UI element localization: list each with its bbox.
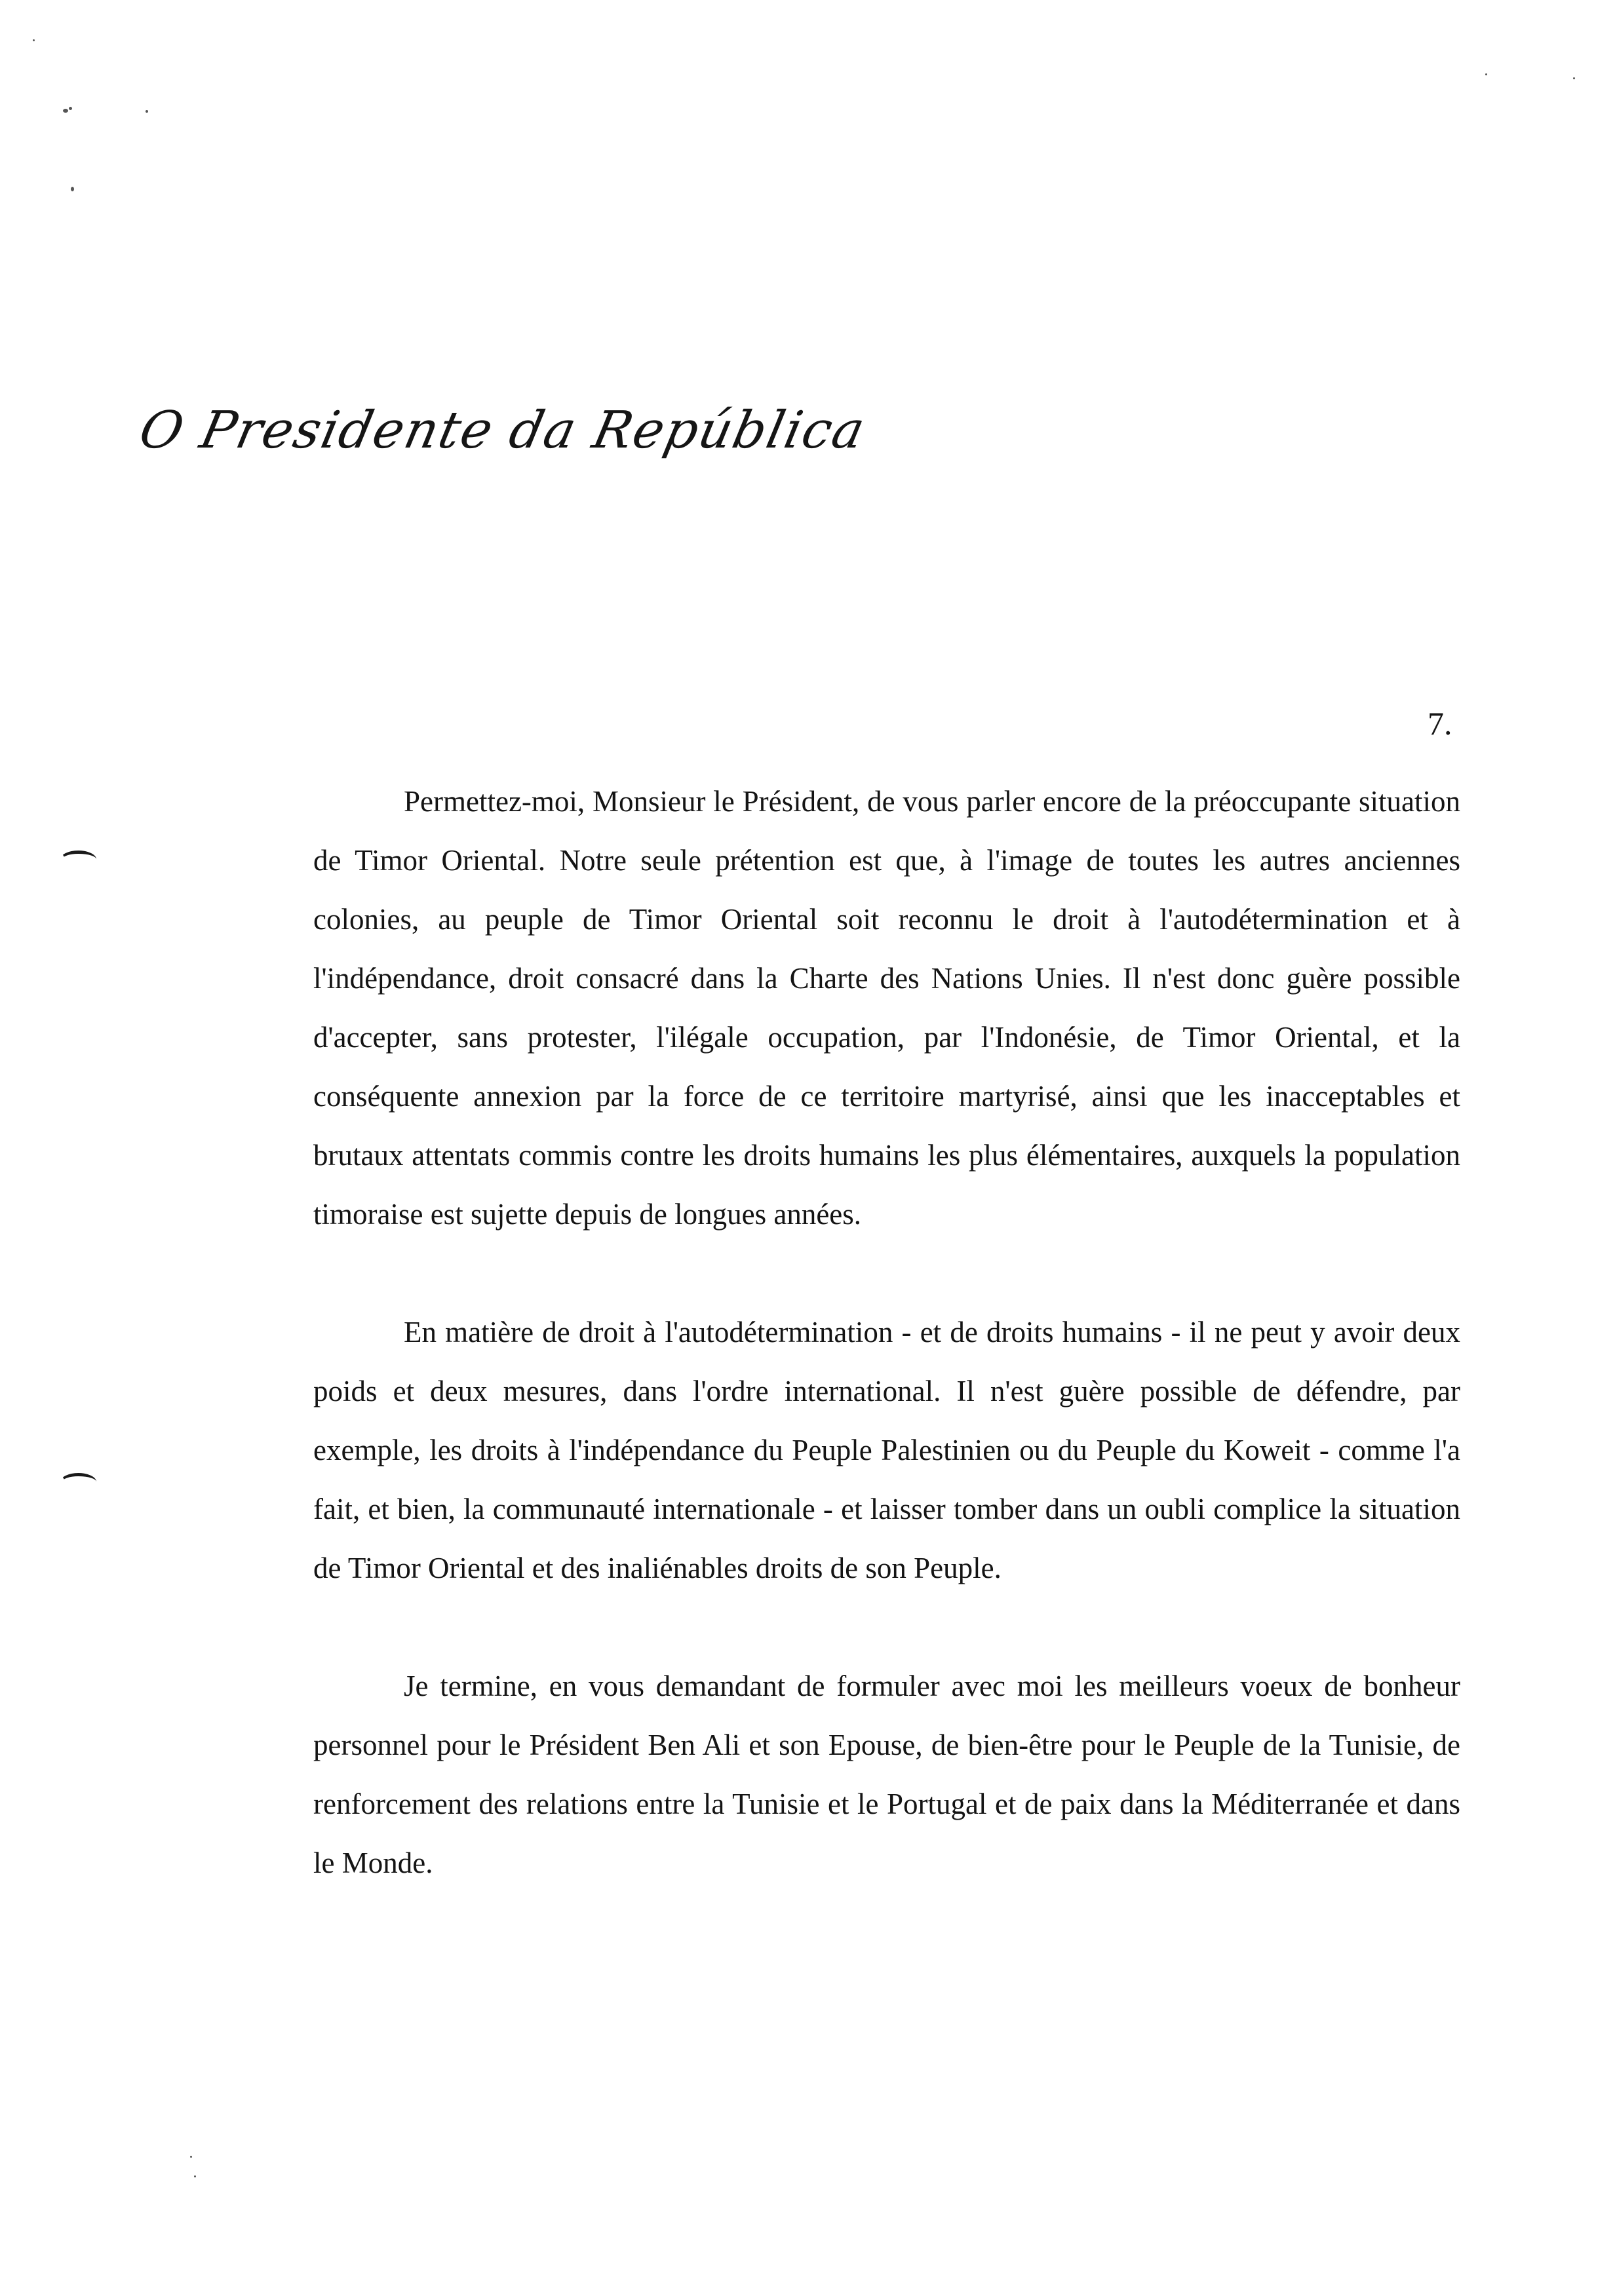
scan-speck bbox=[190, 2156, 192, 2158]
scan-speck bbox=[71, 187, 74, 191]
scan-speck bbox=[1485, 73, 1487, 75]
scan-speck bbox=[63, 109, 68, 113]
page-number: 7. bbox=[1428, 705, 1452, 742]
binder-mark bbox=[60, 851, 96, 868]
paragraph-self-determination: En matière de droit à l'autodétermination - et de droits humains - il ne peut y avoir deux poids et deux mesures, dans l'ordre international. Il n'est guère possible de défendre, par exemple, les droits à l'indépendance du Peuple Palestinien ou du Peuple du Koweit - comme l'a fait, et bien, la communauté internationale - et laisser tomber dans un oubli complice la situation de Timor Oriental et des inaliénables droits de son Peuple. bbox=[313, 1316, 1460, 1584]
scan-speck bbox=[69, 107, 72, 110]
scan-speck bbox=[146, 110, 148, 113]
scan-speck bbox=[33, 39, 35, 41]
scan-speck bbox=[194, 2175, 196, 2177]
paragraph-closing: Je termine, en vous demandant de formuler avec moi les meilleurs voeux de bonheur personnel pour le Président Ben Ali et son Epouse, de bien-être pour le Peuple de la Tunisie, de renforcement des relations entre la Tunisie et le Portugal et de paix dans la Méditerranée et dans le Monde. bbox=[313, 1670, 1460, 1879]
letterhead-title: O Presidente da República bbox=[134, 401, 871, 460]
scan-speck bbox=[1573, 77, 1575, 79]
paragraph-timor: Permettez-moi, Monsieur le Président, de vous parler encore de la préoccupante situation de Timor Oriental. Notre seule prétention est que, à l'image de toutes les autres anciennes colonies, au peuple de Timor Oriental soit reconnu le droit à l'autodétermination et à l'indépendance, droit consacré dans la Charte des Nations Unies. Il n'est donc guère possible d'accepter, sans protester, l'ilégale occupation, par l'Indonésie, de Timor Oriental, et la conséquente annexion par la force de ce territoire martyrisé, ainsi que les inacceptables et brutaux attentats commis contre les droits humains les plus élémentaires, auxquels la population timoraise est sujette depuis de longues années. bbox=[313, 785, 1460, 1231]
binder-mark bbox=[60, 1473, 96, 1491]
letter-body bbox=[313, 772, 1460, 1892]
